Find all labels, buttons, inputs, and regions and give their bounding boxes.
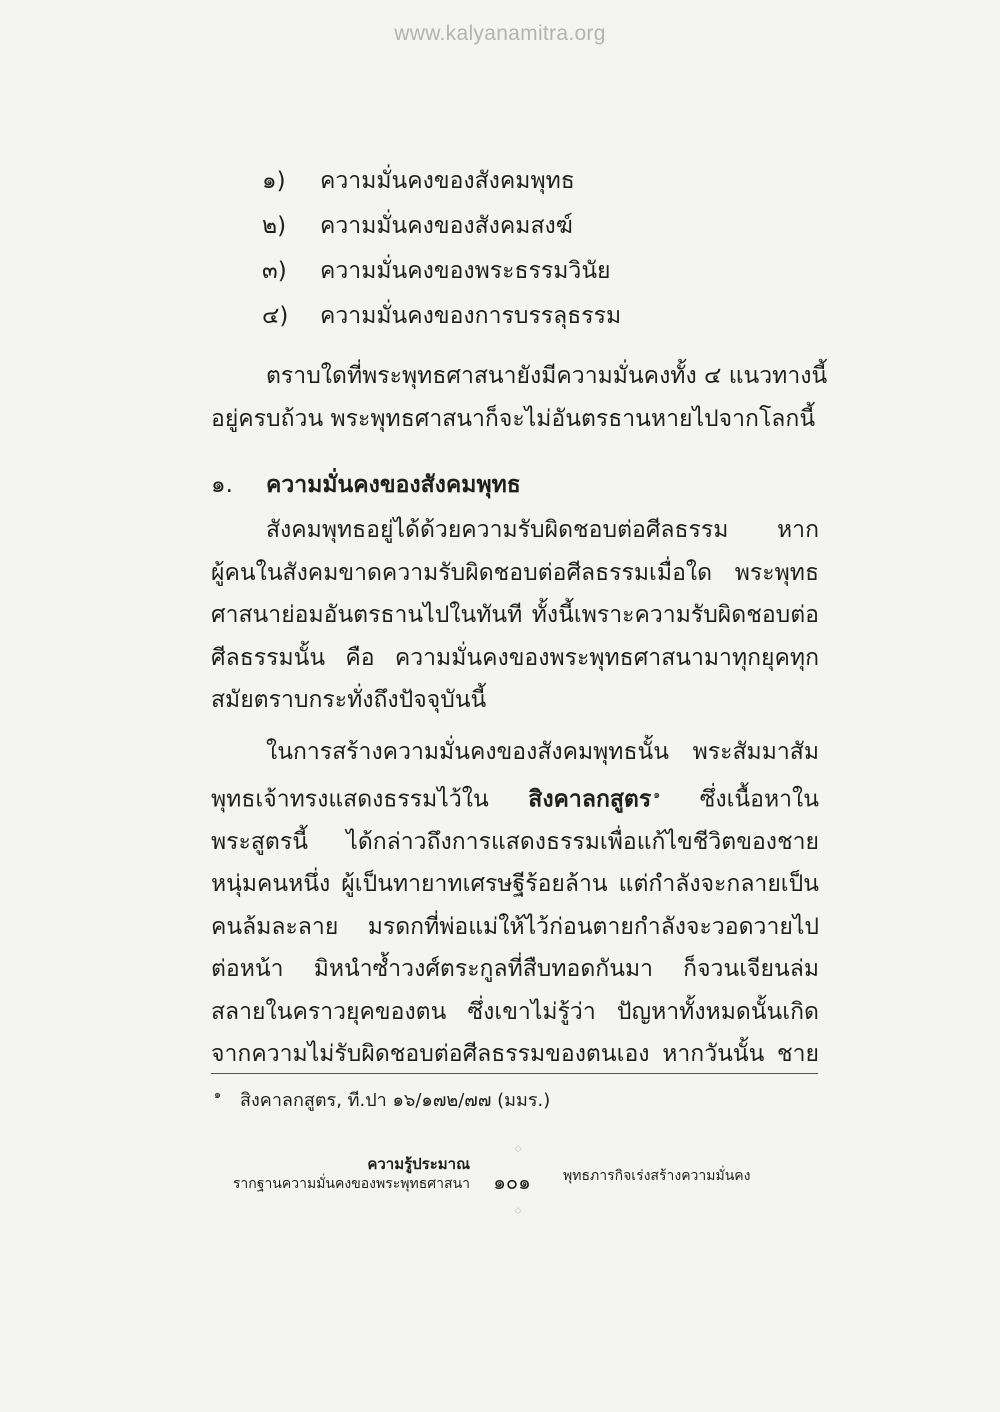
footer-book-info bbox=[233, 1154, 470, 1194]
ornament-icon: ◇ bbox=[514, 1144, 522, 1154]
list-item bbox=[262, 203, 621, 248]
text-run: ซึ่งเนื้อหาใน bbox=[699, 786, 820, 813]
section-number: ๑. bbox=[211, 472, 233, 498]
paragraph-line: พระสูตรนี้ ได้กล่าวถึงการแสดงธรรมเพื่อแก้ไขชีวิตของชาย bbox=[211, 828, 819, 855]
paragraph-1 bbox=[211, 509, 819, 722]
list-item-number: ๔) bbox=[262, 302, 289, 329]
footer-book-subtitle: รากฐานความมั่นคงของพระพุทธศาสนา bbox=[232, 1176, 470, 1192]
paragraph-line: คนล้มละลาย มรดกที่พ่อแม่ให้ไว้ก่อนตายกำลังจะวอดวายไป bbox=[211, 913, 819, 940]
footer-chapter-title: พุทธภารกิจเร่งสร้างความมั่นคง bbox=[563, 1168, 751, 1184]
page-number: ๑๐๑ bbox=[493, 1170, 531, 1194]
paragraph-line: สลายในคราวยุคของตน ซึ่งเขาไม่รู้ว่า ปัญหาทั้งหมดนั้นเกิด bbox=[211, 998, 819, 1025]
paragraph-2 bbox=[211, 731, 819, 1076]
list-item-number: ๑) bbox=[262, 167, 286, 194]
footer-book-title: ความรู้ประมาณ bbox=[367, 1155, 470, 1173]
paragraph-line: ต่อหน้า มิหนำซ้ำวงศ์ตระกูลที่สืบทอดกันมา ก็จวนเจียนล่ม bbox=[211, 956, 819, 983]
paragraph-line: ศีลธรรมนั้น คือ ความมั่นคงของพระพุทธศาสนามาทุกยุคทุก bbox=[211, 644, 819, 671]
paragraph-line: ผู้คนในสังคมขาดความรับผิดชอบต่อศีลธรรมเมื่อใด พระพุทธ bbox=[211, 559, 819, 586]
list-item bbox=[262, 293, 621, 338]
list-item-text: ความมั่นคงของการบรรลุธรรม bbox=[320, 302, 622, 329]
footnote-mark: ๑ bbox=[214, 1087, 221, 1101]
paragraph-line: สมัยตราบกระทั่งถึงปัจจุบันนี้ bbox=[211, 687, 487, 713]
paragraph-line: หนุ่มคนหนึ่ง ผู้เป็นทายาทเศรษฐีร้อยล้าน แต่กำลังจะกลายเป็น bbox=[211, 871, 819, 898]
footnote bbox=[214, 1085, 550, 1114]
paragraph-line: จากความไม่รับผิดชอบต่อศีลธรรมของตนเอง หากวันนั้น ชาย bbox=[211, 1041, 819, 1068]
footnote-divider bbox=[211, 1073, 818, 1074]
list-item-text: ความมั่นคงของสังคมพุทธ bbox=[320, 167, 575, 194]
paragraph-line: สังคมพุทธอยู่ได้ด้วยความรับผิดชอบต่อศีลธรรม หาก bbox=[266, 517, 819, 543]
paragraph-line: ตราบใดที่พระพุทธศาสนายังมีความมั่นคงทั้ง ๔ แนวทางนี้ bbox=[266, 363, 828, 389]
ornament-icon: ◇ bbox=[514, 1206, 522, 1216]
text-run: พุทธเจ้าทรงแสดงธรรมไว้ใน bbox=[211, 786, 489, 813]
list-item-text: ความมั่นคงของพระธรรมวินัย bbox=[320, 257, 611, 284]
sutta-title: สิงคาลกสูตร bbox=[528, 786, 652, 813]
paragraph-line bbox=[211, 774, 819, 821]
list-item-number: ๓) bbox=[262, 257, 287, 284]
section-title: ความมั่นคงของสังคมพุทธ bbox=[266, 472, 521, 498]
section-heading bbox=[211, 467, 521, 503]
footnote-reference[interactable]: ๑ bbox=[653, 787, 661, 801]
list-item-text: ความมั่นคงของสังคมสงฆ์ bbox=[320, 212, 573, 239]
topic-list bbox=[262, 158, 621, 338]
paragraph-line: อยู่ครบถ้วน พระพุทธศาสนาก็จะไม่อันตรธานหายไปจากโลกนี้ bbox=[211, 405, 816, 432]
footnote-text: สิงคาลกสูตร, ที.ปา ๑๖/๑๗๒/๗๗ (มมร.) bbox=[240, 1090, 551, 1111]
intro-paragraph bbox=[211, 355, 828, 440]
list-item bbox=[262, 248, 621, 293]
watermark-url: www.kalyanamitra.org bbox=[394, 22, 606, 45]
page-footer bbox=[0, 1144, 1000, 1220]
paragraph-line: ศาสนาย่อมอันตรธานไปในทันที ทั้งนี้เพราะความรับผิดชอบต่อ bbox=[211, 602, 819, 628]
paragraph-line: ในการสร้างความมั่นคงของสังคมพุทธนั้น พระสัมมาสัม bbox=[266, 739, 819, 765]
list-item-number: ๒) bbox=[262, 212, 287, 239]
list-item bbox=[262, 158, 621, 203]
